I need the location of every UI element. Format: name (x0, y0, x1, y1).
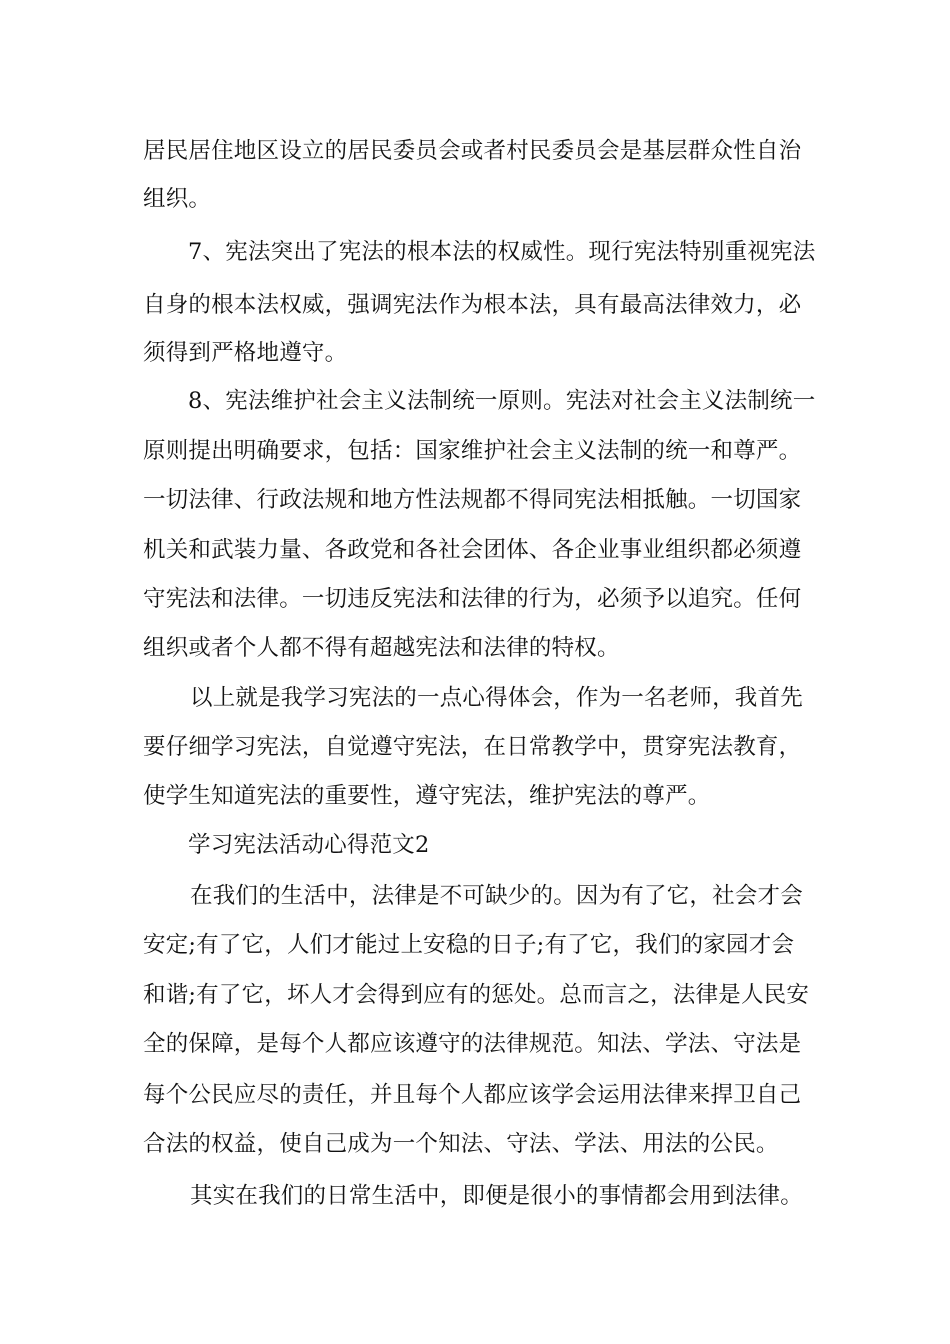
text-line-2: 组织。 (143, 186, 212, 212)
paragraph-8-line-2: 原则提出明确要求，包括：国家维护社会主义法制的统一和尊严。 (143, 438, 802, 464)
essay-2-paragraph-2-line-1: 其实在我们的日常生活中，即便是很小的事情都会用到法律。 (190, 1183, 803, 1209)
essay-2-line-2: 安定;有了它，人们才能过上安稳的日子;有了它，我们的家园才会 (143, 932, 795, 958)
essay-2-line-5: 每个公民应尽的责任，并且每个人都应该学会运用法律来捍卫自己 (143, 1082, 802, 1108)
paragraph-8-line-5: 守宪法和法律。一切违反宪法和法律的行为，必须予以追究。任何 (143, 586, 802, 612)
paragraph-8-line-1: 8、宪法维护社会主义法制统一原则。宪法对社会主义法制统一 (188, 388, 816, 414)
essay-2-line-3: 和谐;有了它，坏人才会得到应有的惩处。总而言之，法律是人民安 (143, 982, 810, 1008)
essay-2-line-1: 在我们的生活中，法律是不可缺少的。因为有了它，社会才会 (190, 883, 803, 909)
text-line-1: 居民居住地区设立的居民委员会或者村民委员会是基层群众性自治 (143, 138, 802, 164)
paragraph-8-line-4: 机关和武装力量、各政党和各社会团体、各企业事业组织都必须遵 (143, 537, 802, 563)
conclusion-line-3: 使学生知道宪法的重要性，遵守宪法，维护宪法的尊严。 (143, 783, 711, 809)
conclusion-line-2: 要仔细学习宪法，自觉遵守宪法，在日常教学中，贯穿宪法教育， (143, 734, 802, 760)
paragraph-8-line-6: 组织或者个人都不得有超越宪法和法律的特权。 (143, 635, 620, 661)
essay-2-line-4: 全的保障，是每个人都应该遵守的法律规范。知法、学法、守法是 (143, 1031, 802, 1057)
paragraph-7-line-2: 自身的根本法权威，强调宪法作为根本法，具有最高法律效力，必 (143, 292, 802, 318)
section-heading: 学习宪法活动心得范文2 (188, 832, 430, 858)
essay-2-line-6: 合法的权益，使自己成为一个知法、守法、学法、用法的公民。 (143, 1131, 779, 1157)
conclusion-line-1: 以上就是我学习宪法的一点心得体会，作为一名老师，我首先 (190, 685, 803, 711)
paragraph-8-line-3: 一切法律、行政法规和地方性法规都不得同宪法相抵触。一切国家 (143, 487, 802, 513)
paragraph-7-line-3: 须得到严格地遵守。 (143, 340, 348, 366)
paragraph-7-line-1: 7、宪法突出了宪法的根本法的权威性。现行宪法特别重视宪法 (188, 239, 816, 265)
